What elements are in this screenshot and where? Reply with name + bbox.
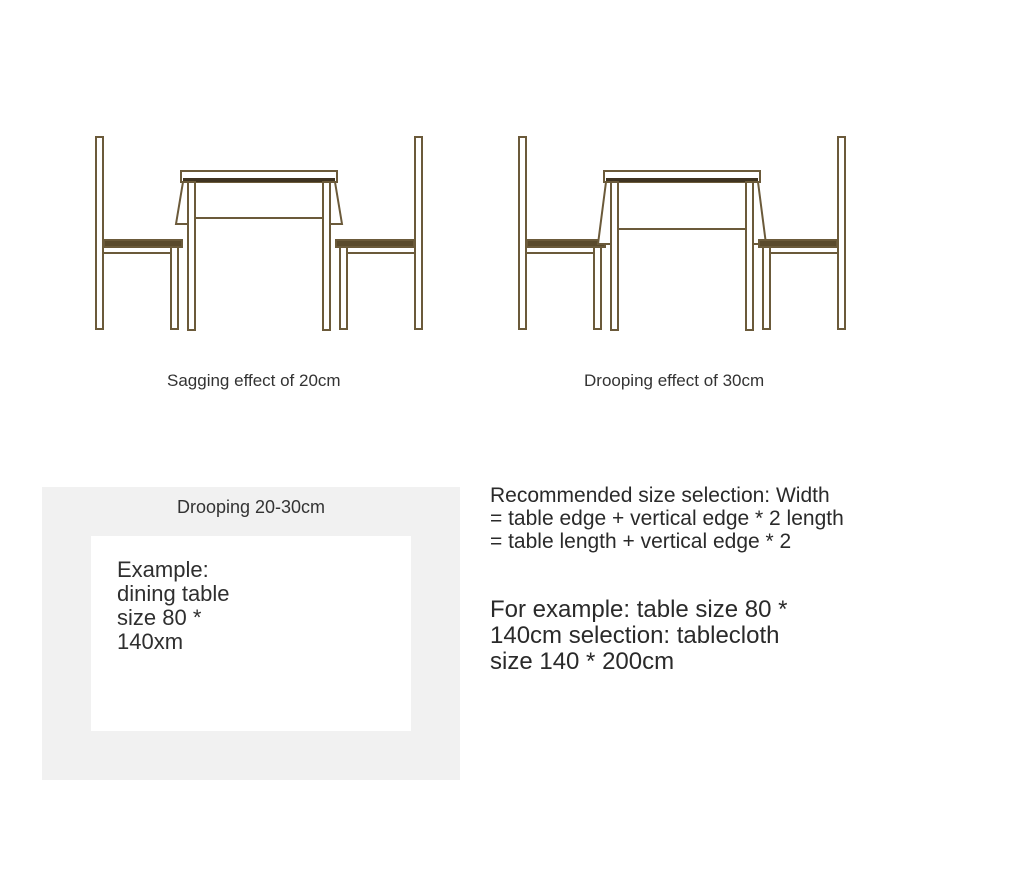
selection-example-line: For example: table size 80 *	[490, 596, 788, 623]
table-leg-left	[611, 182, 618, 330]
left-chair-back	[519, 137, 526, 329]
right-chair-seat	[336, 240, 414, 247]
panel-title: Drooping 20-30cm	[176, 497, 326, 517]
left-chair-back	[96, 137, 103, 329]
table-leg-right	[323, 182, 330, 330]
right-chair-front-leg	[340, 247, 347, 329]
table-leg-right	[746, 182, 753, 330]
recommendation-line: = table edge + vertical edge * 2 length	[490, 507, 844, 530]
table-set-30cm-illustration	[519, 137, 845, 330]
table-leg-left	[188, 182, 195, 330]
left-chair-front-leg	[171, 247, 178, 329]
cloth-drop-right	[753, 182, 766, 244]
cloth-drop-right	[330, 182, 342, 224]
example-line: size 80 *	[117, 605, 202, 630]
left-chair-seat	[527, 240, 605, 247]
right-chair-back	[838, 137, 845, 329]
example-panel	[42, 487, 460, 780]
recommendation-line: Recommended size selection: Width	[490, 484, 830, 507]
table-set-20cm-illustration	[96, 137, 422, 330]
right-chair-seat	[759, 240, 837, 247]
right-chair-back	[415, 137, 422, 329]
left-chair-front-leg	[594, 247, 601, 329]
cloth-drop-left	[176, 182, 188, 224]
recommendation-text	[490, 484, 844, 553]
recommendation-line: = table length + vertical edge * 2	[490, 530, 792, 553]
right-chair-front-leg	[763, 247, 770, 329]
selection-example-text	[490, 597, 787, 675]
selection-example-line: size 140 * 200cm	[490, 648, 675, 675]
cloth-drop-left	[598, 182, 611, 244]
left-chair-seat	[104, 240, 182, 247]
caption-20cm: Sagging effect of 20cm	[167, 371, 341, 390]
caption-30cm: Drooping effect of 30cm	[584, 371, 765, 390]
example-line: 140xm	[117, 629, 184, 654]
example-text	[117, 558, 230, 654]
example-line: Example:	[117, 557, 209, 582]
example-line: dining table	[117, 581, 230, 606]
selection-example-line: 140cm selection: tablecloth	[490, 622, 780, 649]
